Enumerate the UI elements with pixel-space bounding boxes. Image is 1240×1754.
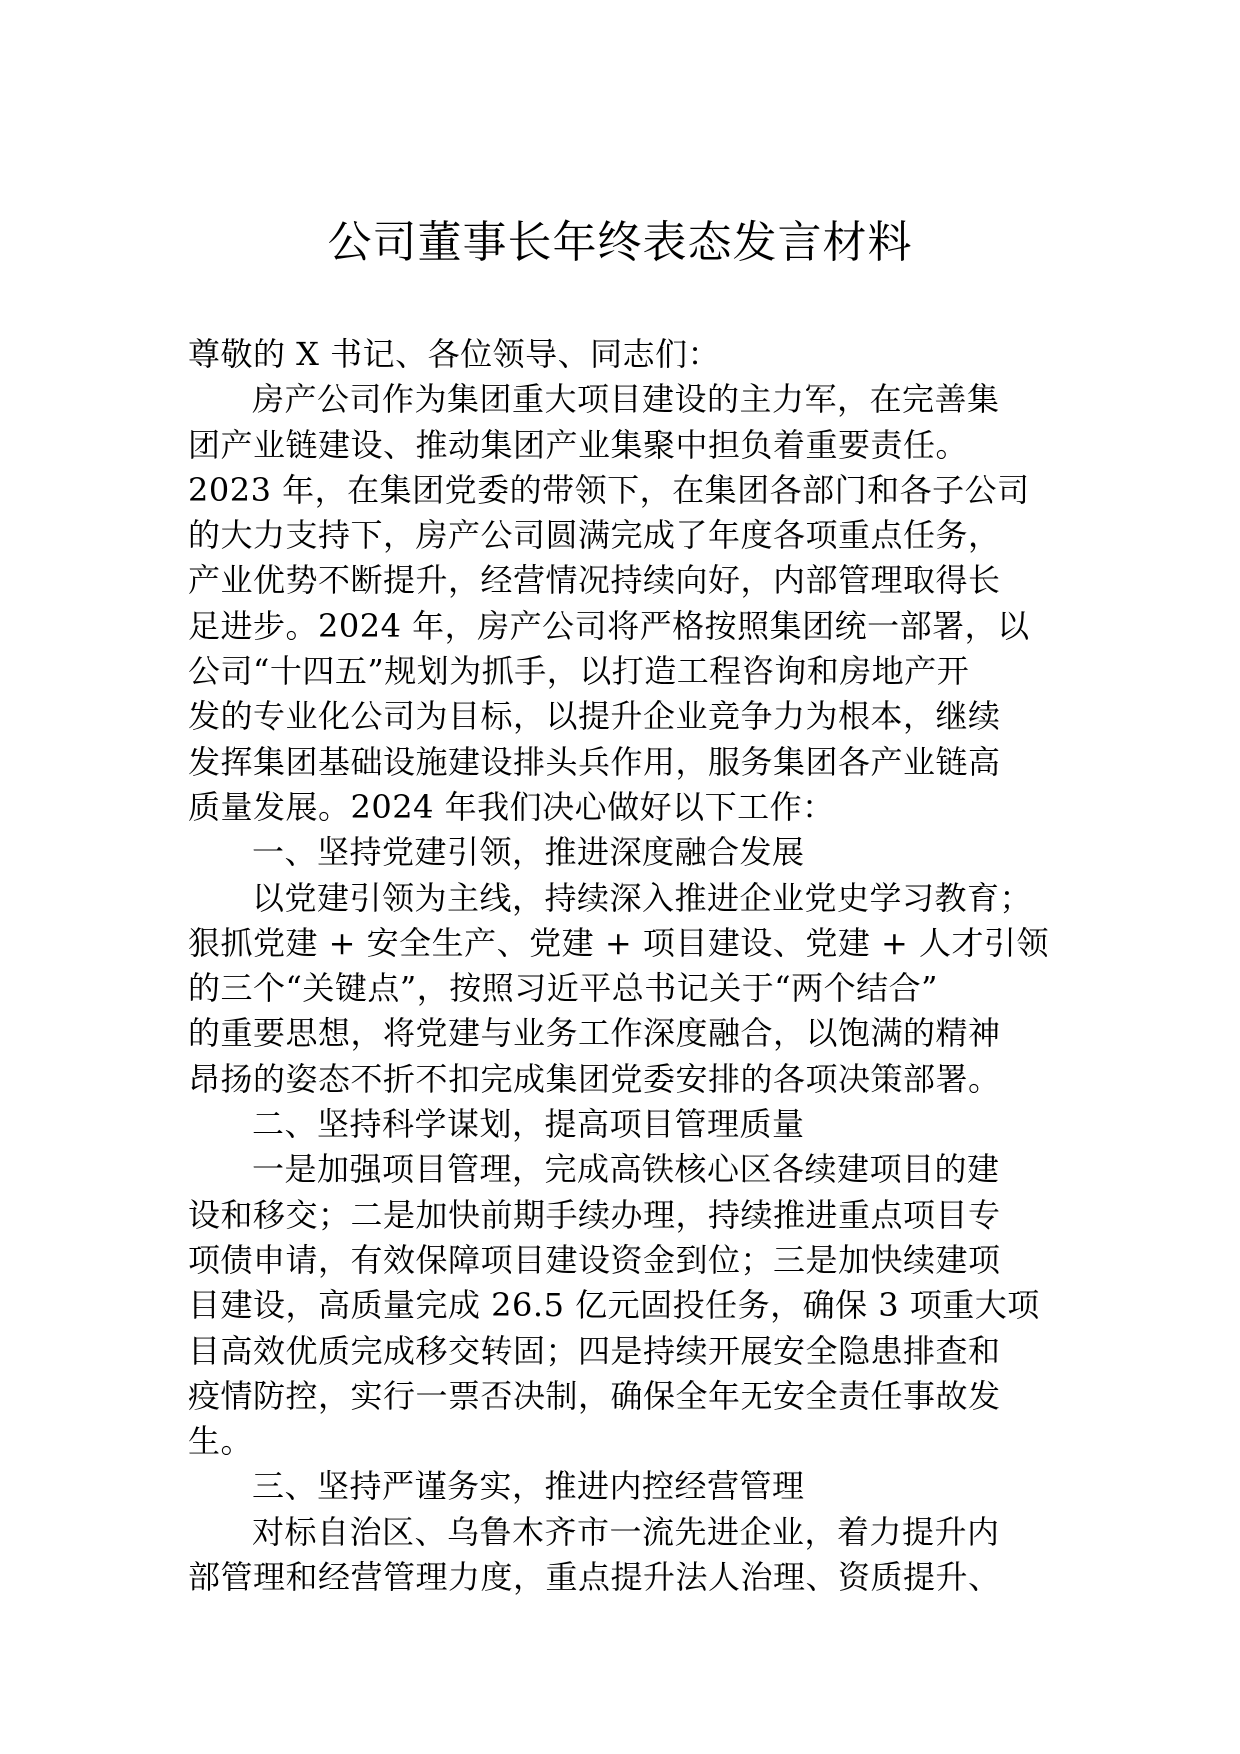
paragraph-line: 目建设，高质量完成 26.5 亿元固投任务，确保 3 项重大项: [188, 1286, 1040, 1325]
document-body: [188, 332, 1070, 1600]
section-heading: 三、坚持严谨务实，推进内控经营管理: [252, 1467, 805, 1506]
paragraph-line: 发挥集团基础设施建设排头兵作用，服务集团各产业链高: [188, 742, 1001, 781]
paragraph-line: 发的专业化公司为目标，以提升企业竞争力为根本，继续: [188, 697, 1001, 736]
paragraph-line: 的大力支持下，房产公司圆满完成了年度各项重点任务，: [188, 516, 1001, 555]
paragraph-line: 生。: [188, 1422, 254, 1461]
paragraph-line: 疫情防控，实行一票否决制，确保全年无安全责任事故发: [188, 1376, 1001, 1415]
paragraph-line: 质量发展。2024 年我们决心做好以下工作：: [188, 787, 835, 826]
section-heading: 二、坚持科学谋划，提高项目管理质量: [252, 1105, 805, 1144]
paragraph-line: 2023 年，在集团党委的带领下，在集团各部门和各子公司: [188, 470, 1030, 509]
paragraph-line: 对标自治区、乌鲁木齐市一流先进企业，着力提升内: [252, 1512, 1000, 1551]
paragraph-line: 的三个“关键点”，按照习近平总书记关于“两个结合”: [188, 969, 938, 1008]
section-heading: 一、坚持党建引领，推进深度融合发展: [252, 833, 805, 872]
paragraph-line: 狠抓党建 + 安全生产、党建 + 项目建设、党建 + 人才引领: [188, 923, 1049, 962]
paragraph-line: 项债申请，有效保障项目建设资金到位；三是加快续建项: [188, 1240, 1001, 1279]
paragraph-line: 一是加强项目管理，完成高铁核心区各续建项目的建: [252, 1150, 1000, 1189]
paragraph-line: 足进步。2024 年，房产公司将严格按照集团统一部署，以: [188, 606, 1030, 645]
paragraph-line: 部管理和经营管理力度，重点提升法人治理、资质提升、: [188, 1558, 1001, 1597]
paragraph-line: 设和移交；二是加快前期手续办理，持续推进重点项目专: [188, 1195, 1001, 1234]
paragraph-line: 昂扬的姿态不折不扣完成集团党委安排的各项决策部署。: [188, 1059, 1001, 1098]
paragraph-line: 公司“十四五”规划为抓手，以打造工程咨询和房地产开: [188, 652, 970, 691]
paragraph-line: 的重要思想，将党建与业务工作深度融合，以饱满的精神: [188, 1014, 1001, 1053]
paragraph-line: 团产业链建设、推动集团产业集聚中担负着重要责任。: [188, 425, 969, 464]
document-title: 公司董事长年终表态发言材料: [327, 217, 913, 268]
paragraph-line: 以党建引领为主线，持续深入推进企业党史学习教育；: [252, 878, 1033, 917]
paragraph-line: 产业优势不断提升，经营情况持续向好，内部管理取得长: [188, 561, 1001, 600]
paragraph-line: 房产公司作为集团重大项目建设的主力军，在完善集: [252, 380, 1000, 419]
paragraph-line: 尊敬的 X 书记、各位领导、同志们：: [188, 335, 721, 373]
paragraph-line: 目高效优质完成移交转固；四是持续开展安全隐患排查和: [188, 1331, 1001, 1370]
